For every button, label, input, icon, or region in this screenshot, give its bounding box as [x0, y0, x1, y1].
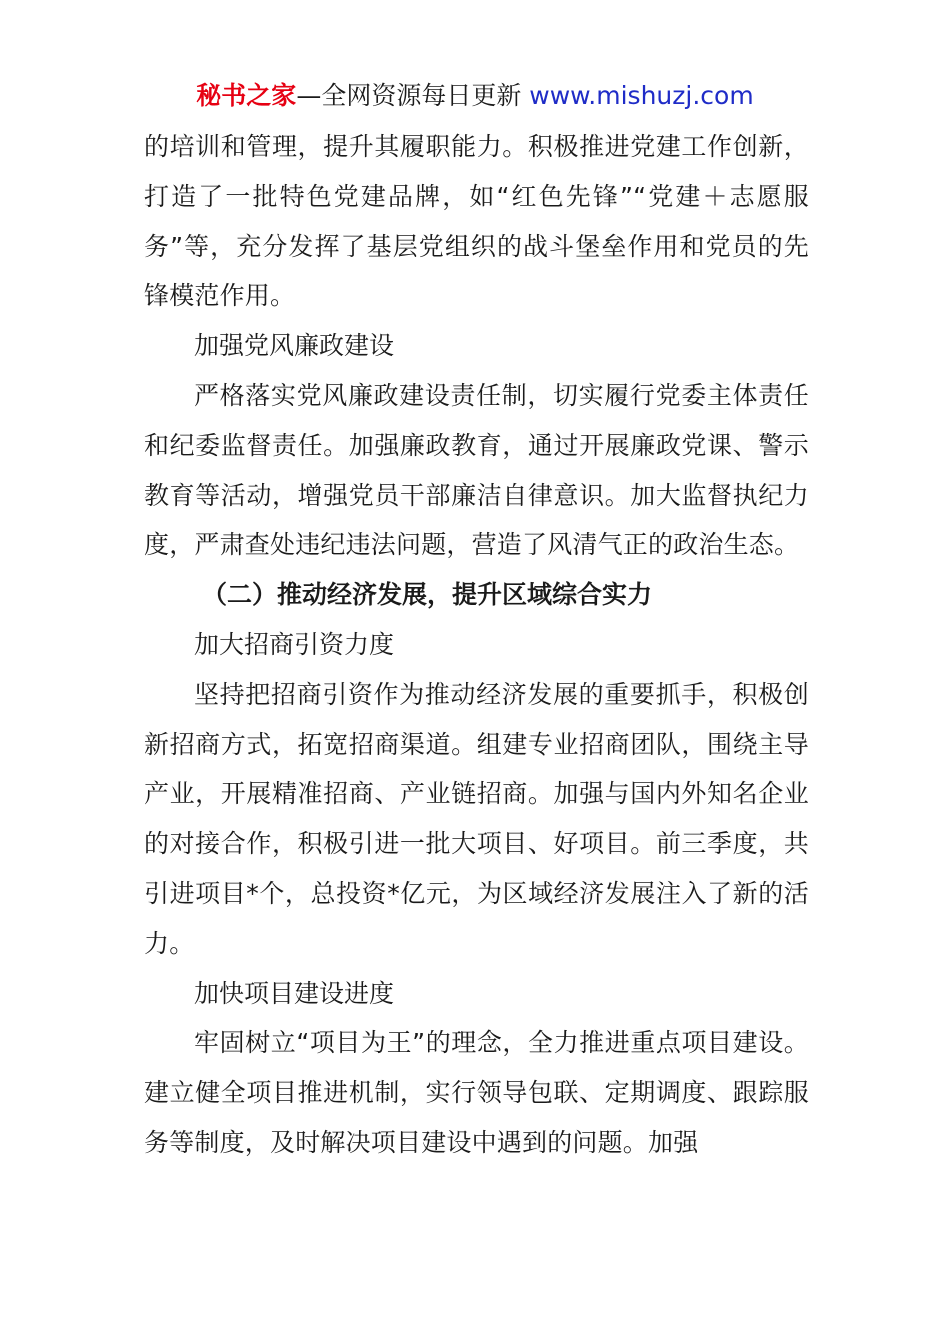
subheading-projects: 加快项目建设进度	[194, 978, 395, 1008]
section-heading-economy: （二）推动经济发展，提升区域综合实力	[202, 580, 653, 610]
site-tagline: —全网资源每日更新	[296, 81, 530, 110]
subheading-investment: 加大招商引资力度	[194, 629, 395, 659]
document-body	[144, 122, 809, 1168]
paragraph-projects: 牢固树立“项目为王”的理念，全力推进重点项目建设。建立健全项目推进机制，实行领导包联、定期调度、跟踪服务等制度，及时解决项目建设中遇到的问题。加强	[144, 1028, 809, 1157]
subheading-anti-corruption: 加强党风廉政建设	[194, 331, 395, 361]
paragraph-investment: 坚持把招商引资作为推动经济发展的重要抓手，积极创新招商方式，拓宽招商渠道。组建专业招商团队，围绕主导产业，开展精准招商、产业链招商。加强与国内外知名企业的对接合作，积极引进一批大项目、好项目。前三季度，共引进项目*个，总投资*亿元，为区域经济发展注入了新的活力。	[144, 679, 809, 958]
paragraph-anti-corruption: 严格落实党风廉政建设责任制，切实履行党委主体责任和纪委监督责任。加强廉政教育，通过开展廉政党课、警示教育等活动，增强党员干部廉洁自律意识。加大监督执纪力度，严肃查处违纪违法问题，营造了风清气正的政治生态。	[144, 380, 809, 560]
site-url[interactable]: www.mishuzj.com	[529, 81, 754, 110]
paragraph-continued: 的培训和管理，提升其履职能力。积极推进党建工作创新，打造了一批特色党建品牌，如“红色先锋”“党建＋志愿服务”等，充分发挥了基层党组织的战斗堡垒作用和党员的先锋模范作用。	[144, 132, 809, 311]
page-header	[0, 78, 950, 114]
site-brand: 秘书之家	[196, 81, 297, 110]
